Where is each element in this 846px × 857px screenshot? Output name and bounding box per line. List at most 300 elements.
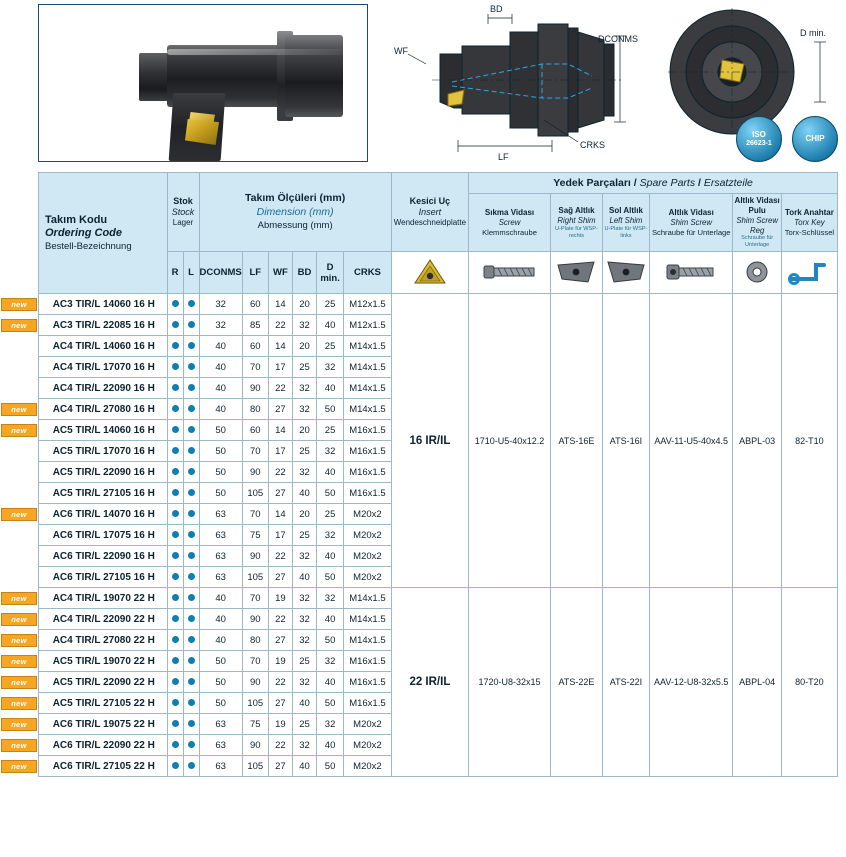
stock-dot-icon — [188, 510, 195, 517]
new-badge: new — [1, 760, 37, 773]
table-row[interactable] — [39, 588, 838, 609]
cell-dconms: 63 — [199, 756, 242, 777]
stock-dot-icon — [188, 321, 195, 328]
cell-lf: 105 — [242, 756, 268, 777]
cell-bd: 32 — [293, 735, 317, 756]
row-ordering-code[interactable] — [39, 462, 168, 483]
stock-r-cell — [167, 483, 183, 504]
row-ordering-code[interactable] — [11, 588, 168, 609]
insert-en: Insert — [418, 207, 442, 218]
cell-dmin: 50 — [317, 567, 344, 588]
cell-lf: 60 — [242, 294, 268, 315]
standards-badges — [736, 116, 838, 162]
insert-triangle-icon — [413, 257, 447, 287]
cell-torx-key: 80-T20 — [781, 588, 837, 777]
stock-r-cell — [167, 315, 183, 336]
stock-dot-icon — [188, 678, 195, 685]
cell-dconms: 50 — [199, 483, 242, 504]
cell-wf: 19 — [268, 714, 292, 735]
row-ordering-code[interactable] — [39, 378, 168, 399]
col-l: L — [183, 252, 199, 294]
row-ordering-code[interactable] — [11, 315, 168, 336]
stock-r-cell — [167, 735, 183, 756]
header-ordering-code — [39, 173, 168, 294]
cell-right-shim: ATS-22E — [550, 588, 602, 777]
cell-shim-screw: AAV-11-U5-40x4.5 — [650, 294, 733, 588]
cell-lf: 80 — [242, 399, 268, 420]
cell-crks: M16x1.5 — [344, 441, 392, 462]
cell-bd: 40 — [293, 756, 317, 777]
stock-dot-icon — [188, 384, 195, 391]
cell-dconms: 50 — [199, 441, 242, 462]
stock-r-cell — [167, 714, 183, 735]
part5-de: Torx-Schlüssel — [784, 227, 835, 237]
stock-l-cell — [183, 441, 199, 462]
cell-bd: 20 — [293, 504, 317, 525]
cell-lf: 105 — [242, 567, 268, 588]
cell-dconms: 40 — [199, 378, 242, 399]
cell-dmin: 32 — [317, 651, 344, 672]
cell-crks: M14x1.5 — [344, 588, 392, 609]
stock-r-cell — [167, 336, 183, 357]
dimension-de: Abmessung (mm) — [257, 219, 333, 231]
row-ordering-code[interactable] — [39, 546, 168, 567]
right-shim-icon-cell — [550, 252, 602, 294]
row-ordering-code[interactable] — [39, 567, 168, 588]
stock-dot-icon — [172, 342, 179, 349]
stock-dot-icon — [188, 426, 195, 433]
ordering-code-table — [11, 172, 838, 777]
cell-clamp-screw: 1710-U5-40x12.2 — [469, 294, 551, 588]
stock-dot-icon — [172, 531, 179, 538]
cell-lf: 70 — [242, 651, 268, 672]
cell-wf: 19 — [268, 588, 292, 609]
row-ordering-code[interactable] — [11, 651, 168, 672]
new-badge: new — [1, 403, 37, 416]
cell-bd: 40 — [293, 693, 317, 714]
col-lf: LF — [242, 252, 268, 294]
header-dimension — [199, 173, 391, 252]
col-dconms: DCONMS — [199, 252, 242, 294]
cell-crks: M16x1.5 — [344, 420, 392, 441]
new-badge: new — [1, 613, 37, 626]
cell-dconms: 50 — [199, 693, 242, 714]
cell-lf: 60 — [242, 420, 268, 441]
ordering-code-value: AC5 TIR/L 19070 22 H — [52, 655, 155, 667]
right-shim-icon — [554, 259, 598, 285]
stock-dot-icon — [188, 594, 195, 601]
part0-en: Screw — [498, 218, 521, 228]
cell-wf: 22 — [268, 735, 292, 756]
cell-crks: M20x2 — [344, 567, 392, 588]
insert-de: Wendeschneidplatte — [393, 218, 467, 228]
cell-insert-designation: 22 IR/IL — [391, 588, 468, 777]
spare-de: Ersatzteile — [703, 177, 753, 189]
cell-crks: M20x2 — [344, 525, 392, 546]
label-bd: BD — [490, 4, 503, 14]
stock-r-cell — [167, 504, 183, 525]
cell-wf: 27 — [268, 756, 292, 777]
stock-dot-icon — [188, 342, 195, 349]
cell-wf: 14 — [268, 420, 292, 441]
label-crks: CRKS — [580, 140, 606, 150]
col-crks: CRKS — [344, 252, 392, 294]
stock-dot-icon — [188, 720, 195, 727]
ordering-code-value: AC6 TIR/L 14070 16 H — [52, 508, 155, 520]
cell-right-shim: ATS-16E — [550, 294, 602, 588]
cell-dconms: 32 — [199, 294, 242, 315]
cell-dconms: 50 — [199, 672, 242, 693]
header-part-shim-screw-reg — [733, 194, 781, 252]
row-ordering-code[interactable] — [39, 336, 168, 357]
stock-l-cell — [183, 714, 199, 735]
cell-wf: 22 — [268, 378, 292, 399]
cell-bd: 32 — [293, 378, 317, 399]
cell-wf: 27 — [268, 399, 292, 420]
product-photo — [38, 4, 368, 162]
cell-crks: M14x1.5 — [344, 357, 392, 378]
row-ordering-code[interactable] — [11, 420, 168, 441]
row-ordering-code[interactable] — [39, 483, 168, 504]
ordering-code-value: AC4 TIR/L 22090 22 H — [52, 613, 155, 625]
stock-dot-icon — [172, 405, 179, 412]
stock-r-cell — [167, 546, 183, 567]
label-dconms: DCONMS — [598, 34, 638, 44]
stock-r-cell — [167, 756, 183, 777]
stock-dot-icon — [172, 594, 179, 601]
cell-left-shim: ATS-22I — [602, 588, 649, 777]
cell-clamp-screw: 1720-U8-32x15 — [469, 588, 551, 777]
cell-crks: M20x2 — [344, 714, 392, 735]
cell-dmin: 25 — [317, 420, 344, 441]
stock-l-cell — [183, 567, 199, 588]
stock-l-cell — [183, 693, 199, 714]
stock-dot-icon — [188, 699, 195, 706]
torx-key-icon — [786, 259, 832, 285]
cell-lf: 70 — [242, 441, 268, 462]
stock-dot-icon — [188, 468, 195, 475]
cell-lf: 90 — [242, 609, 268, 630]
stock-r-cell — [167, 672, 183, 693]
ordering-code-value: AC4 TIR/L 14060 16 H — [52, 340, 155, 352]
torx-key-icon-cell — [781, 252, 837, 294]
cell-dmin: 40 — [317, 462, 344, 483]
stock-l-cell — [183, 546, 199, 567]
cell-wf: 14 — [268, 504, 292, 525]
stock-dot-icon — [188, 552, 195, 559]
cell-dmin: 40 — [317, 735, 344, 756]
cell-bd: 32 — [293, 462, 317, 483]
new-badge: new — [1, 424, 37, 437]
stock-l-cell — [183, 756, 199, 777]
stock-r-cell — [167, 525, 183, 546]
table-row[interactable] — [39, 294, 838, 315]
ordering-code-value: AC6 TIR/L 17075 16 H — [52, 529, 155, 541]
cell-bd: 32 — [293, 315, 317, 336]
stock-r-cell — [167, 588, 183, 609]
row-ordering-code[interactable] — [11, 399, 168, 420]
row-ordering-code[interactable] — [11, 735, 168, 756]
cell-dmin: 40 — [317, 546, 344, 567]
stock-dot-icon — [172, 573, 179, 580]
cell-bd: 32 — [293, 546, 317, 567]
label-lf: LF — [498, 152, 509, 162]
cell-crks: M14x1.5 — [344, 609, 392, 630]
stock-r-cell — [167, 693, 183, 714]
iso-badge-line1: ISO — [752, 130, 766, 140]
stock-dot-icon — [188, 300, 195, 307]
stock-dot-icon — [188, 762, 195, 769]
ordering-code-value: AC4 TIR/L 27080 16 H — [52, 403, 155, 415]
stock-dot-icon — [188, 615, 195, 622]
washer-icon-cell — [733, 252, 781, 294]
cell-lf: 70 — [242, 357, 268, 378]
row-ordering-code[interactable] — [11, 756, 168, 777]
stock-dot-icon — [188, 447, 195, 454]
iso-badge-line2: 26623-1 — [746, 139, 772, 147]
part2-tr: Sol Altlık — [608, 205, 643, 215]
stock-l-cell — [183, 588, 199, 609]
header-part-shim-screw — [650, 194, 733, 252]
cell-lf: 90 — [242, 462, 268, 483]
cell-dmin: 50 — [317, 399, 344, 420]
ordering-code-value: AC6 TIR/L 27105 16 H — [52, 571, 155, 583]
stock-dot-icon — [172, 384, 179, 391]
row-ordering-code[interactable] — [11, 609, 168, 630]
cell-dmin: 50 — [317, 483, 344, 504]
stock-l-cell — [183, 525, 199, 546]
ordering-code-value: AC6 TIR/L 27105 22 H — [52, 760, 155, 772]
stock-l-cell — [183, 609, 199, 630]
cell-dmin: 40 — [317, 315, 344, 336]
ordering-code-value: AC6 TIR/L 22090 22 H — [52, 739, 155, 751]
spare-tr: Yedek Parçaları — [553, 177, 631, 189]
row-ordering-code[interactable] — [11, 504, 168, 525]
new-badge: new — [1, 697, 37, 710]
cell-wf: 27 — [268, 567, 292, 588]
chip-badge-line1: CHIP — [805, 133, 825, 143]
cell-crks: M16x1.5 — [344, 672, 392, 693]
ordering-code-value: AC6 TIR/L 19075 22 H — [52, 718, 155, 730]
cell-bd: 25 — [293, 714, 317, 735]
stock-dot-icon — [172, 300, 179, 307]
cell-dmin: 32 — [317, 588, 344, 609]
cell-dmin: 32 — [317, 714, 344, 735]
cell-lf: 70 — [242, 588, 268, 609]
part0-tr: Sıkma Vidası — [484, 208, 535, 218]
insert-tr: Kesici Uç — [409, 195, 451, 206]
stock-l-cell — [183, 420, 199, 441]
header-part-right-shim — [550, 194, 602, 252]
stock-r-cell — [167, 357, 183, 378]
stock-dot-icon — [172, 678, 179, 685]
part3-tr: Altlık Vidası — [668, 208, 714, 218]
part3-en: Shim Screw — [670, 218, 713, 228]
stock-dot-icon — [172, 741, 179, 748]
col-r: R — [167, 252, 183, 294]
cell-crks: M12x1.5 — [344, 315, 392, 336]
cell-bd: 32 — [293, 630, 317, 651]
stock-r-cell — [167, 567, 183, 588]
row-ordering-code[interactable] — [11, 294, 168, 315]
cell-crks: M14x1.5 — [344, 399, 392, 420]
header-spare-parts: Yedek Parçaları / Spare Parts / Ersatzteile — [469, 173, 838, 194]
cell-bd: 20 — [293, 420, 317, 441]
part1-tr: Sağ Altlık — [558, 205, 595, 215]
stock-r-cell — [167, 651, 183, 672]
dimension-en: Dimension (mm) — [256, 206, 334, 219]
spare-en: Spare Parts — [639, 177, 696, 189]
stock-dot-icon — [172, 489, 179, 496]
ordering-code-value: AC4 TIR/L 22090 16 H — [52, 382, 155, 394]
cell-wf: 22 — [268, 546, 292, 567]
ordering-code-tr: Takım Kodu — [45, 213, 108, 226]
cell-lf: 75 — [242, 714, 268, 735]
stock-dot-icon — [172, 447, 179, 454]
row-ordering-code[interactable] — [11, 630, 168, 651]
stock-r-cell — [167, 609, 183, 630]
cell-wf: 17 — [268, 525, 292, 546]
cell-lf: 105 — [242, 483, 268, 504]
stock-l-cell — [183, 399, 199, 420]
part4-en: Shim Screw Reg — [736, 216, 778, 235]
part0-de: Klemmschraube — [482, 227, 537, 237]
stock-dot-icon — [188, 363, 195, 370]
cell-crks: M20x2 — [344, 756, 392, 777]
part3-de: Schraube für Unterlage — [651, 227, 731, 237]
stock-dot-icon — [172, 657, 179, 664]
cell-dconms: 40 — [199, 630, 242, 651]
stock-l-cell — [183, 483, 199, 504]
cell-bd: 25 — [293, 441, 317, 462]
cell-wf: 17 — [268, 357, 292, 378]
cell-left-shim: ATS-16I — [602, 294, 649, 588]
cell-dmin: 32 — [317, 525, 344, 546]
header-part-torx-key — [781, 194, 837, 252]
cell-lf: 85 — [242, 315, 268, 336]
cell-lf: 90 — [242, 546, 268, 567]
stock-r-cell — [167, 399, 183, 420]
part5-tr: Tork Anahtar — [784, 208, 834, 218]
cell-dmin: 25 — [317, 294, 344, 315]
header-part-screw — [469, 194, 551, 252]
cell-dconms: 32 — [199, 315, 242, 336]
cell-lf: 90 — [242, 735, 268, 756]
stock-dot-icon — [172, 321, 179, 328]
cell-wf: 17 — [268, 441, 292, 462]
ordering-code-value: AC5 TIR/L 14060 16 H — [52, 424, 155, 436]
left-shim-icon-cell — [602, 252, 649, 294]
cell-lf: 60 — [242, 336, 268, 357]
stock-l-cell — [183, 735, 199, 756]
clamp-screw-icon — [480, 258, 540, 286]
stock-tr: Stok — [173, 195, 193, 206]
iso-badge — [736, 116, 782, 162]
cell-crks: M16x1.5 — [344, 693, 392, 714]
left-shim-icon — [604, 259, 648, 285]
cell-wf: 19 — [268, 651, 292, 672]
stock-dot-icon — [172, 615, 179, 622]
part5-en: Torx Key — [794, 218, 825, 228]
cell-wf: 22 — [268, 672, 292, 693]
cell-bd: 25 — [293, 525, 317, 546]
cell-wf: 14 — [268, 336, 292, 357]
table-body — [11, 294, 838, 777]
row-ordering-code[interactable] — [11, 714, 168, 735]
stock-r-cell — [167, 378, 183, 399]
part1-en: Right Shim — [557, 215, 596, 225]
cell-crks: M20x2 — [344, 546, 392, 567]
cell-wf: 22 — [268, 462, 292, 483]
cell-dconms: 40 — [199, 357, 242, 378]
cell-insert-designation: 16 IR/IL — [391, 294, 468, 588]
stock-en: Stock — [171, 207, 195, 218]
stock-dot-icon — [188, 489, 195, 496]
stock-l-cell — [183, 672, 199, 693]
stock-l-cell — [183, 651, 199, 672]
cell-shim-screw: AAV-12-U8-32x5.5 — [650, 588, 733, 777]
cell-dmin: 50 — [317, 693, 344, 714]
row-ordering-code[interactable] — [39, 525, 168, 546]
washer-icon — [742, 259, 772, 285]
cell-lf: 80 — [242, 630, 268, 651]
cell-dmin: 25 — [317, 504, 344, 525]
cell-bd: 40 — [293, 567, 317, 588]
stock-l-cell — [183, 294, 199, 315]
stock-r-cell — [167, 294, 183, 315]
ordering-code-value: AC5 TIR/L 27105 16 H — [52, 487, 155, 499]
ordering-code-value: AC5 TIR/L 22090 22 H — [52, 676, 155, 688]
label-wf: WF — [394, 46, 408, 56]
cell-dmin: 25 — [317, 336, 344, 357]
stock-dot-icon — [188, 573, 195, 580]
ordering-code-value: AC5 TIR/L 17070 16 H — [52, 445, 155, 457]
cell-torx-key: 82-T10 — [781, 294, 837, 588]
insert-icon-cell — [391, 252, 468, 294]
new-badge: new — [1, 592, 37, 605]
ordering-code-value: AC4 TIR/L 17070 16 H — [52, 361, 155, 373]
cell-dconms: 50 — [199, 462, 242, 483]
cell-bd: 32 — [293, 672, 317, 693]
stock-dot-icon — [172, 510, 179, 517]
col-wf: WF — [268, 252, 292, 294]
cell-bd: 32 — [293, 588, 317, 609]
cell-crks: M12x1.5 — [344, 294, 392, 315]
cell-dconms: 63 — [199, 546, 242, 567]
cell-crks: M14x1.5 — [344, 378, 392, 399]
row-ordering-code[interactable] — [11, 672, 168, 693]
cell-bd: 20 — [293, 336, 317, 357]
cell-dconms: 50 — [199, 651, 242, 672]
ordering-code-de: Bestell-Bezeichnung — [45, 241, 132, 253]
cell-dmin: 50 — [317, 630, 344, 651]
header-part-left-shim — [602, 194, 649, 252]
stock-l-cell — [183, 462, 199, 483]
row-ordering-code[interactable] — [39, 441, 168, 462]
row-ordering-code[interactable] — [11, 693, 168, 714]
ordering-code-value: AC3 TIR/L 22085 16 H — [52, 319, 155, 331]
cell-dconms: 63 — [199, 504, 242, 525]
ordering-code-en: Ordering Code — [45, 227, 123, 240]
cell-bd: 32 — [293, 399, 317, 420]
stock-l-cell — [183, 378, 199, 399]
cell-dmin: 40 — [317, 378, 344, 399]
cell-dconms: 40 — [199, 609, 242, 630]
cell-shim-screw-reg: ABPL-03 — [733, 294, 781, 588]
part1-de: U-Plate für WSP-rechts — [554, 225, 598, 239]
stock-dot-icon — [172, 636, 179, 643]
row-ordering-code[interactable] — [39, 357, 168, 378]
